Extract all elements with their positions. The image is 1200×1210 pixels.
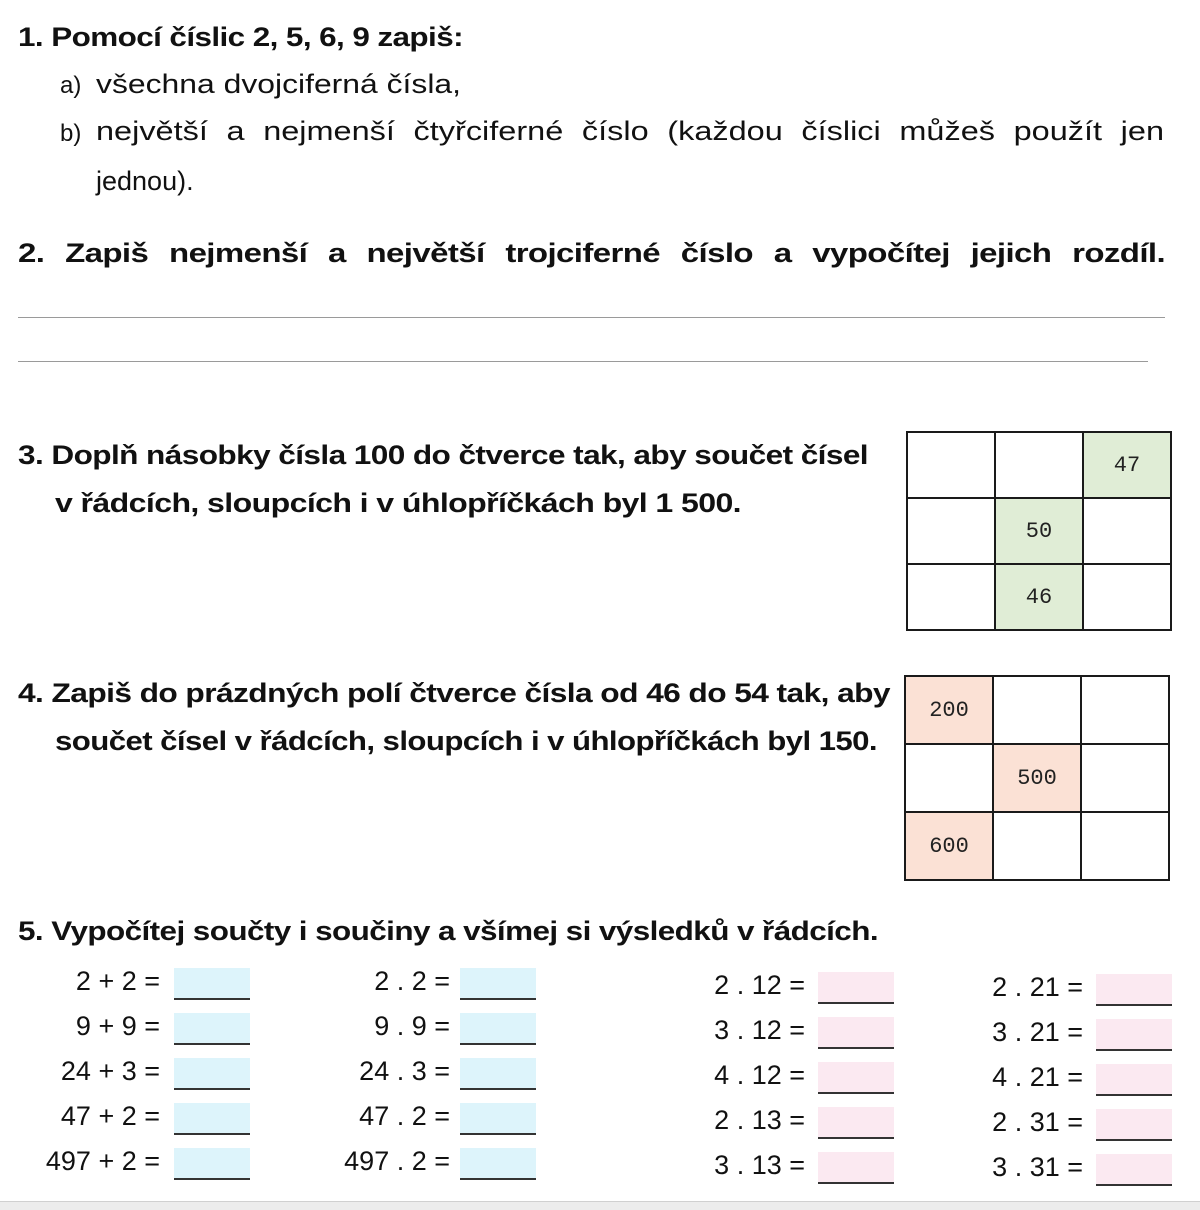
answer-blank[interactable] — [1096, 1064, 1172, 1096]
exercise-expression: 4 . 21 = — [992, 1062, 1083, 1092]
task1-b-label: b) — [60, 120, 82, 147]
grid1-cell-given: 50 — [995, 498, 1083, 564]
exercise-expression: 497 + 2 = — [45, 1146, 160, 1176]
grid2-cell[interactable] — [993, 676, 1081, 744]
exercise-expression: 24 + 3 = — [60, 1056, 160, 1086]
exercise-expression: 3 . 21 = — [992, 1017, 1083, 1047]
answer-blank[interactable] — [174, 968, 250, 1000]
task1-b-text-cont: jednou). — [96, 166, 194, 196]
exercise-expression: 9 + 9 = — [75, 1011, 160, 1041]
answer-blank[interactable] — [174, 1058, 250, 1090]
answer-blank[interactable] — [460, 968, 536, 1000]
grid1-cell[interactable] — [1083, 498, 1171, 564]
answer-blank[interactable] — [1096, 1019, 1172, 1051]
exercise-expression: 4 . 12 = — [714, 1060, 805, 1090]
grid1-cell[interactable] — [995, 432, 1083, 498]
grid2-cell[interactable] — [1081, 812, 1169, 880]
answer-blank[interactable] — [1096, 974, 1172, 1006]
exercise-expression: 2 . 21 = — [992, 972, 1083, 1002]
answer-blank[interactable] — [174, 1103, 250, 1135]
answer-blank[interactable] — [460, 1148, 536, 1180]
exercise-expression: 9 . 9 = — [374, 1011, 450, 1041]
grid2-cell[interactable] — [1081, 744, 1169, 812]
task1-a-label: a) — [60, 72, 82, 99]
task5-heading: 5. Vypočítej součty i součiny a všímej si výsledků v řádcích. — [18, 916, 879, 946]
grid1-cell[interactable] — [1083, 564, 1171, 630]
exercise-expression: 2 . 13 = — [714, 1105, 805, 1135]
answer-blank[interactable] — [460, 1103, 536, 1135]
answer-blank[interactable] — [460, 1013, 536, 1045]
exercise-expression: 24 . 3 = — [359, 1056, 450, 1086]
exercise-expression: 2 + 2 = — [75, 966, 160, 996]
answer-line-1[interactable] — [18, 317, 1165, 318]
task3-line2: v řádcích, sloupcích i v úhlopříčkách byl 1 500. — [55, 488, 741, 518]
task4-line2: součet čísel v řádcích, sloupcích i v úhlopříčkách byl 150. — [55, 726, 877, 756]
task1-a-text: všechna dvojciferná čísla, — [96, 69, 462, 99]
grid2-cell-given: 600 — [905, 812, 993, 880]
answer-blank[interactable] — [1096, 1109, 1172, 1141]
magic-square-1 — [906, 431, 1172, 631]
exercise-expression: 2 . 12 = — [714, 970, 805, 1000]
grid2-cell-given: 200 — [905, 676, 993, 744]
grid2-cell[interactable] — [905, 744, 993, 812]
magic-square-2 — [904, 675, 1170, 881]
grid2-cell[interactable] — [993, 812, 1081, 880]
task1-heading: 1. Pomocí číslic 2, 5, 6, 9 zapiš: — [18, 22, 463, 52]
answer-blank[interactable] — [174, 1013, 250, 1045]
exercise-expression: 2 . 2 = — [374, 966, 450, 996]
answer-blank[interactable] — [174, 1148, 250, 1180]
grid1-cell-given: 46 — [995, 564, 1083, 630]
answer-blank[interactable] — [460, 1058, 536, 1090]
grid1-cell[interactable] — [907, 432, 995, 498]
exercise-expression: 497 . 2 = — [344, 1146, 450, 1176]
grid2-cell-given: 500 — [993, 744, 1081, 812]
exercise-expression: 3 . 13 = — [714, 1150, 805, 1180]
exercise-expression: 3 . 12 = — [714, 1015, 805, 1045]
exercise-expression: 47 . 2 = — [359, 1101, 450, 1131]
answer-blank[interactable] — [1096, 1154, 1172, 1186]
grid1-cell[interactable] — [907, 564, 995, 630]
task3-line1: 3. Doplň násobky čísla 100 do čtverce tak, aby součet čísel — [18, 440, 868, 470]
task1-b-text: největší a nejmenší čtyřciferné číslo (každou číslici můžeš použít jen — [96, 116, 1164, 146]
answer-line-2[interactable] — [18, 361, 1148, 362]
grid2-cell[interactable] — [1081, 676, 1169, 744]
exercise-expression: 47 + 2 = — [60, 1101, 160, 1131]
task2-heading: 2. Zapiš nejmenší a největší trojciferné číslo a vypočítej jejich rozdíl. — [18, 238, 1165, 268]
exercise-expression: 3 . 31 = — [992, 1152, 1083, 1182]
grid1-cell[interactable] — [907, 498, 995, 564]
task4-line1: 4. Zapiš do prázdných polí čtverce čísla od 46 do 54 tak, aby — [18, 678, 890, 708]
exercise-expression: 2 . 31 = — [992, 1107, 1083, 1137]
grid1-cell-given: 47 — [1083, 432, 1171, 498]
